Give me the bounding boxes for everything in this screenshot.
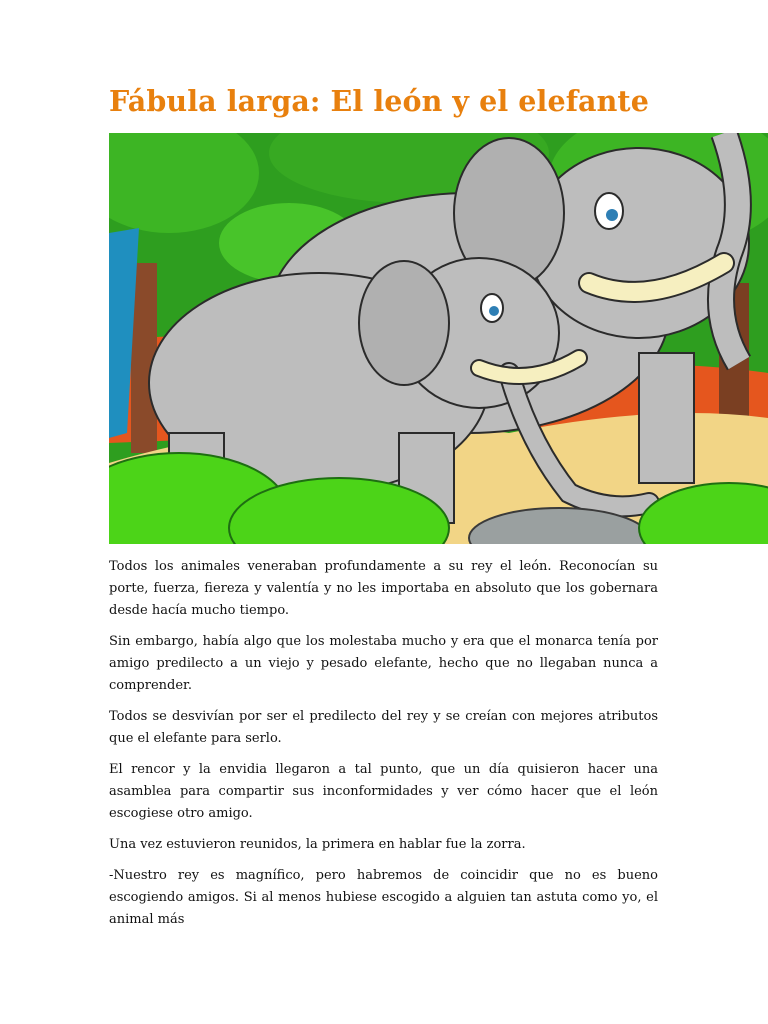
paragraph: El rencor y la envidia llegaron a tal punto, que un día quisieron hacer una asamblea para compartir sus inconformidades y ver cómo hacer que el león escogiese otro amigo. [109,762,658,821]
paragraph: Todos se desvivían por ser el predilecto del rey y se creían con mejores atributos que el elefante para serlo. [109,709,658,746]
paragraph: Sin embargo, había algo que los molestaba mucho y era que el monarca tenía por amigo predilecto a un viejo y pesado elefante, hecho que no llegaban nunca a comprender. [109,634,658,693]
illustration-elephants [109,133,768,544]
page-title: Fábula larga: El león y el elefante [109,84,649,118]
story-body [109,556,658,940]
paragraph: Una vez estuvieron reunidos, la primera en hablar fue la zorra. [109,837,526,852]
paragraph: Todos los animales veneraban profundamente a su rey el león. Reconocían su porte, fuerza, fiereza y valentía y no les importaba en absoluto que los gobernara desde hacía mucho tiempo. [109,559,658,618]
paragraph: -Nuestro rey es magnífico, pero habremos de coincidir que no es bueno escogiendo amigos. Si al menos hubiese escogido a alguien tan astuta como yo, el animal más [109,868,658,927]
